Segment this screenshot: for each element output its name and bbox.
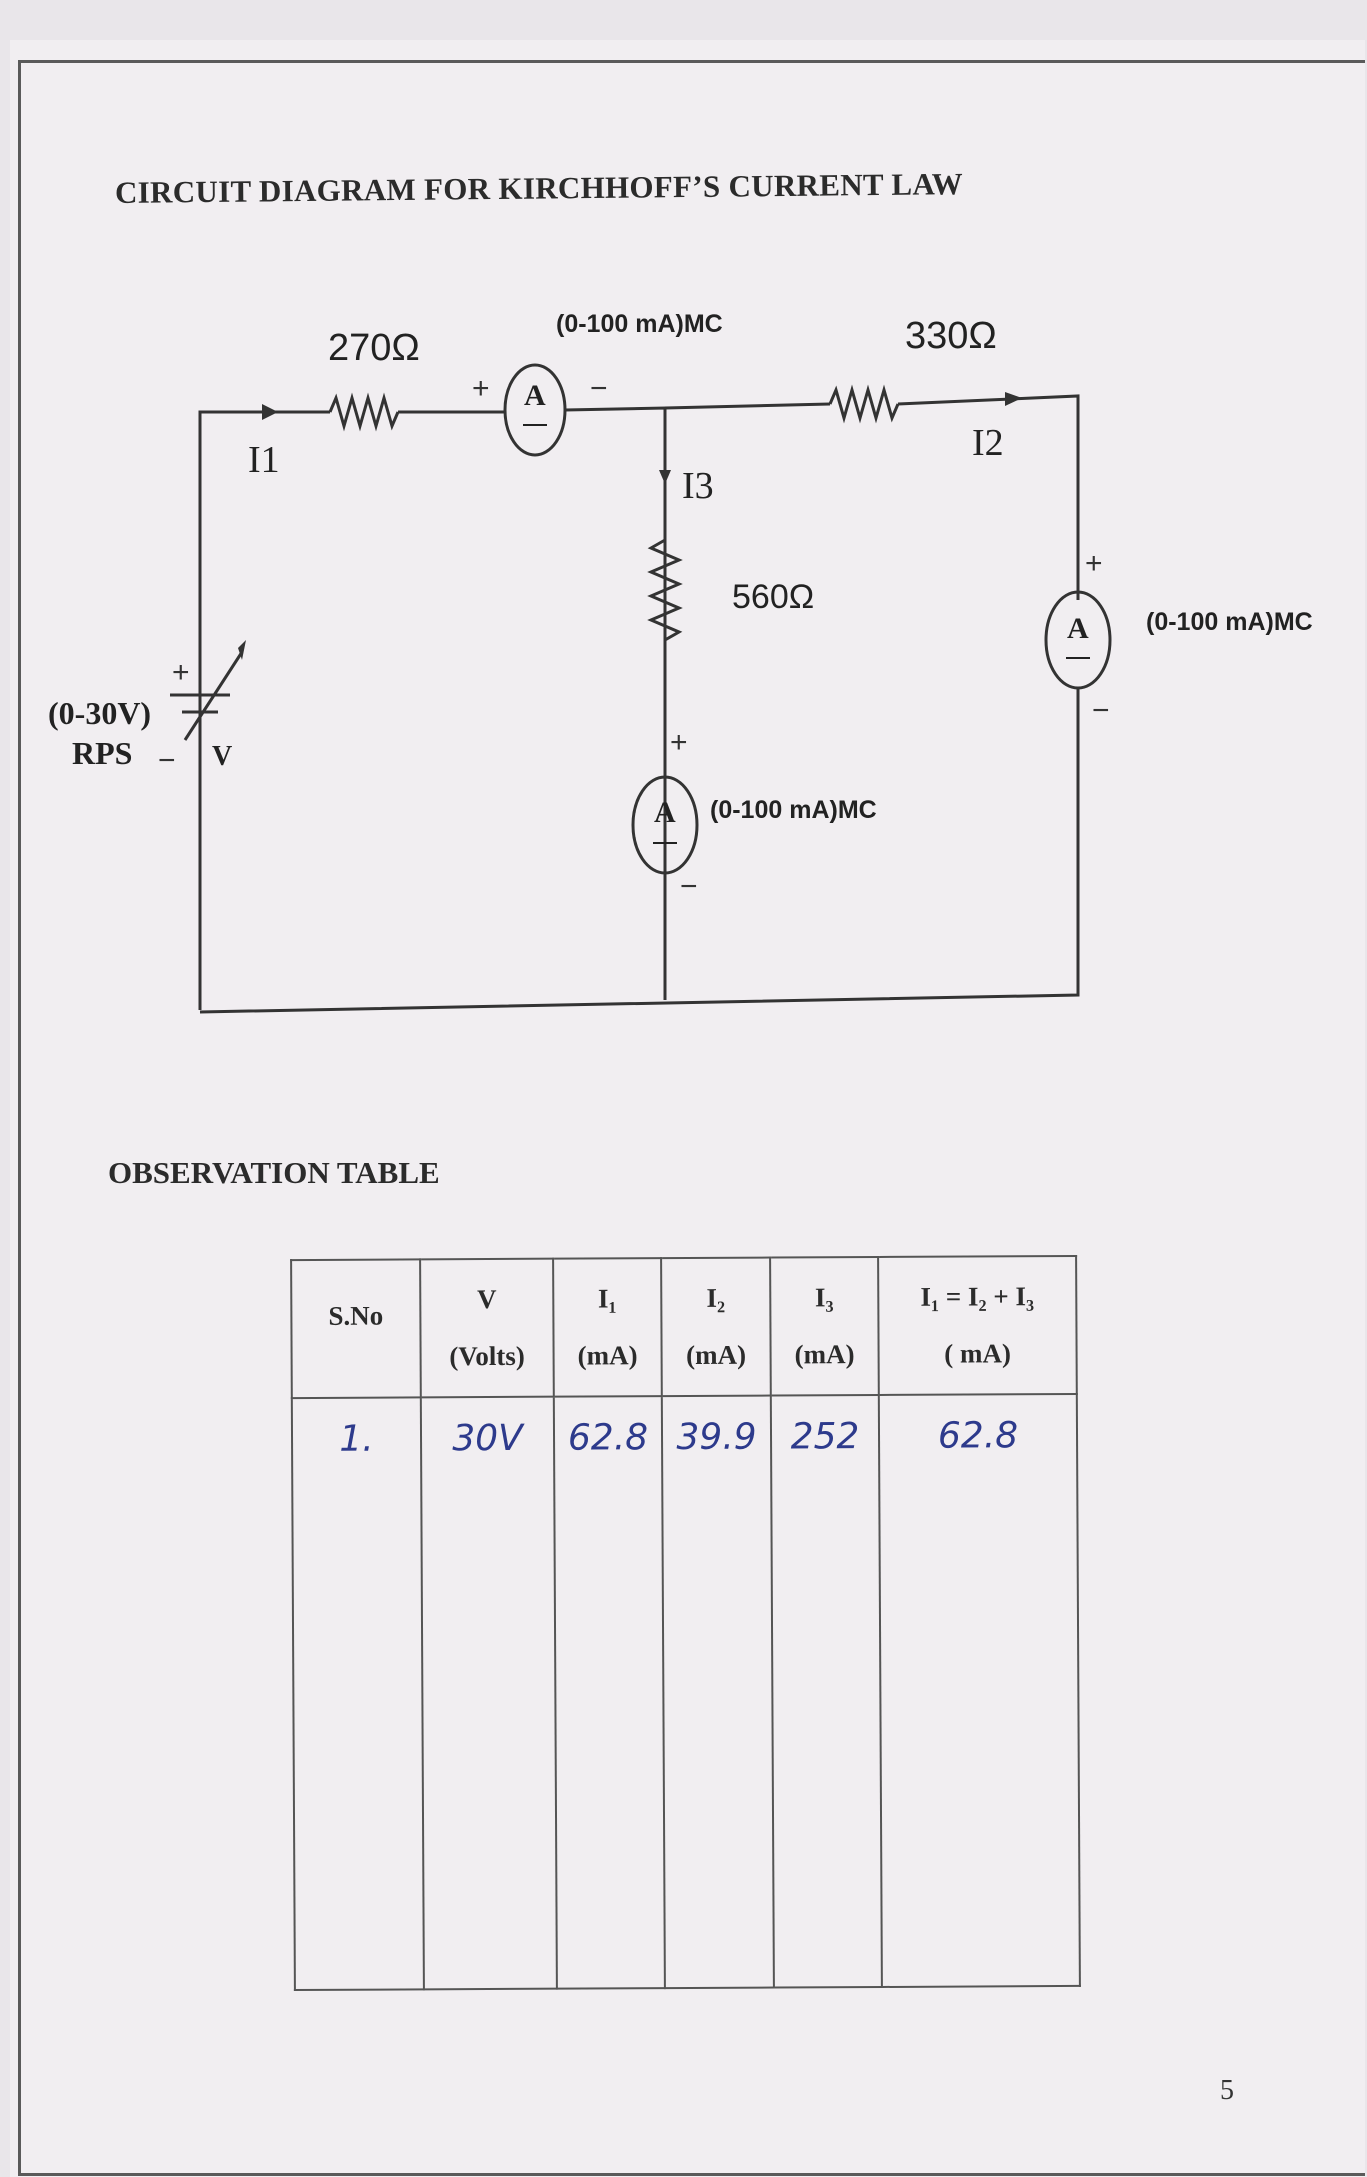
table-cell: 62.8 xyxy=(554,1396,665,1989)
header-cell: I₃ (mA) xyxy=(770,1257,879,1396)
ammeter-top-minus: − xyxy=(590,372,608,405)
header-cell: I₂ (mA) xyxy=(661,1258,771,1397)
observation-title: OBSERVATION TABLE xyxy=(108,1155,440,1190)
meter-top-range: (0-100 mA)MC xyxy=(556,310,723,338)
resistor-560-value: 560Ω xyxy=(732,578,815,616)
resistor-330-value: 330Ω xyxy=(905,315,997,357)
header-cell: S.No xyxy=(291,1259,421,1398)
ammeter-top-plus: + xyxy=(472,372,490,405)
table-cell: 1. xyxy=(292,1397,424,1990)
resistor-270 xyxy=(330,398,398,426)
page-title: CIRCUIT DIAGRAM FOR KIRCHHOFF’S CURRENT LAW xyxy=(114,166,964,210)
ammeter-right-minus: − xyxy=(1092,694,1110,727)
source-plus: + xyxy=(172,656,190,689)
source-name: RPS xyxy=(72,735,133,771)
resistor-330 xyxy=(830,390,898,418)
meter-right-range: (0-100 mA)MC xyxy=(1146,608,1313,636)
table-cell: 62.8 xyxy=(879,1394,1080,1987)
table-row xyxy=(292,1394,1080,1990)
table-cell: 30V xyxy=(421,1397,557,1990)
header-cell: I₁ (mA) xyxy=(553,1258,662,1397)
header-cell: V (Volts) xyxy=(420,1259,554,1398)
arrow-i1 xyxy=(262,404,278,420)
source-range: (0-30V) xyxy=(48,695,152,731)
resistor-270-value: 270Ω xyxy=(328,327,420,369)
arrow-i3 xyxy=(659,470,671,484)
ammeter-right-label: A xyxy=(1067,612,1089,645)
current-i1-label: I1 xyxy=(248,439,280,481)
table-header-row xyxy=(291,1256,1077,1398)
ammeter-mid-plus: + xyxy=(670,726,688,759)
meter-mid-range: (0-100 mA)MC xyxy=(710,796,877,824)
ammeter-top-label: A xyxy=(524,379,546,412)
current-i2-label: I2 xyxy=(972,422,1004,464)
ammeter-mid-label: A xyxy=(654,796,676,829)
current-i3-label: I3 xyxy=(682,465,714,507)
wire-top-left xyxy=(200,412,330,1010)
observation-table xyxy=(290,1255,1081,1991)
page-number: 5 xyxy=(1220,2075,1234,2106)
table-cell: 252 xyxy=(771,1395,882,1988)
arrow-i2 xyxy=(1005,392,1022,406)
ammeter-mid-minus: − xyxy=(680,870,698,903)
resistor-560 xyxy=(651,540,679,640)
source-minus: − xyxy=(158,744,176,777)
ammeter-right-plus: + xyxy=(1085,547,1103,580)
table-cell: 39.9 xyxy=(662,1396,774,1989)
header-cell: I₁ = I₂ + I₃ ( mA) xyxy=(878,1256,1077,1395)
source-v-label: V xyxy=(212,741,233,772)
